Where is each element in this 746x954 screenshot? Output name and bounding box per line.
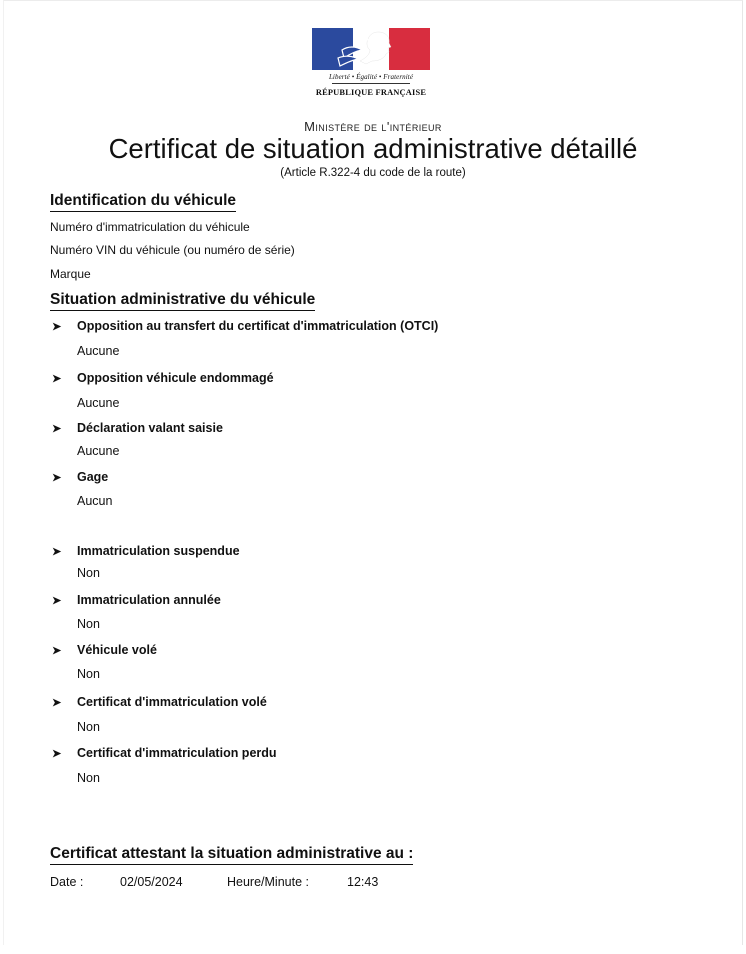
situation-item-value: Non	[77, 617, 100, 631]
arrow-bullet-icon: ➤	[52, 423, 62, 435]
situation-heading: Situation administrative du véhicule	[50, 291, 315, 311]
page-title: Certificat de situation administrative détaillé	[108, 133, 638, 164]
arrow-bullet-icon: ➤	[52, 321, 62, 333]
situation-item-label	[52, 421, 223, 435]
time-value: 12:43	[347, 875, 379, 889]
item-label-text: Immatriculation suspendue	[77, 544, 240, 558]
page-subtitle: (Article R.322-4 du code de la route)	[280, 167, 466, 179]
arrow-bullet-icon: ➤	[52, 373, 62, 385]
situation-item-label	[52, 643, 157, 657]
item-label-text: Déclaration valant saisie	[77, 421, 223, 435]
situation-item-value: Non	[77, 566, 100, 580]
situation-item-value: Non	[77, 720, 100, 734]
date-value: 02/05/2024	[120, 875, 183, 889]
item-label-text: Certificat d'immatriculation volé	[77, 695, 267, 709]
item-label-text: Opposition au transfert du certificat d'immatriculation (OTCI)	[77, 319, 439, 333]
identification-line-brand: Marque	[50, 267, 91, 281]
situation-item-label	[52, 746, 277, 760]
arrow-bullet-icon: ➤	[52, 645, 62, 657]
situation-item-value: Non	[77, 667, 100, 681]
arrow-bullet-icon: ➤	[52, 748, 62, 760]
situation-item-label	[52, 371, 274, 385]
situation-item-label	[52, 544, 240, 558]
item-label-text: Immatriculation annulée	[77, 593, 221, 607]
marianne-logo	[312, 28, 430, 70]
date-label: Date :	[50, 875, 84, 889]
situation-item-label	[52, 695, 267, 709]
situation-item-value: Aucune	[77, 344, 120, 358]
ministry-name: Ministère de l'intérieur	[304, 119, 442, 134]
republic-name: RÉPUBLIQUE FRANÇAISE	[315, 88, 427, 97]
arrow-bullet-icon: ➤	[52, 595, 62, 607]
situation-item-label	[52, 593, 221, 607]
logo-divider	[332, 83, 410, 84]
situation-item-value: Aucune	[77, 444, 120, 458]
situation-item-value: Aucune	[77, 396, 120, 410]
identification-heading: Identification du véhicule	[50, 192, 236, 212]
situation-item-label	[52, 319, 438, 333]
arrow-bullet-icon: ➤	[52, 472, 62, 484]
item-label-text: Gage	[77, 470, 109, 484]
arrow-bullet-icon: ➤	[52, 546, 62, 558]
situation-item-label	[52, 470, 108, 484]
identification-line-registration: Numéro d'immatriculation du véhicule	[50, 220, 250, 234]
arrow-bullet-icon: ➤	[52, 697, 62, 709]
republic-motto: Liberté • Égalité • Fraternité	[328, 73, 414, 81]
certificate-heading: Certificat attestant la situation administrative au :	[50, 845, 413, 865]
item-label-text: Certificat d'immatriculation perdu	[77, 746, 277, 760]
situation-item-value: Non	[77, 771, 100, 785]
identification-line-vin: Numéro VIN du véhicule (ou numéro de série)	[50, 243, 295, 257]
time-label: Heure/Minute :	[227, 875, 309, 889]
item-label-text: Véhicule volé	[77, 643, 157, 657]
situation-item-value: Aucun	[77, 494, 113, 508]
item-label-text: Opposition véhicule endommagé	[77, 371, 274, 385]
